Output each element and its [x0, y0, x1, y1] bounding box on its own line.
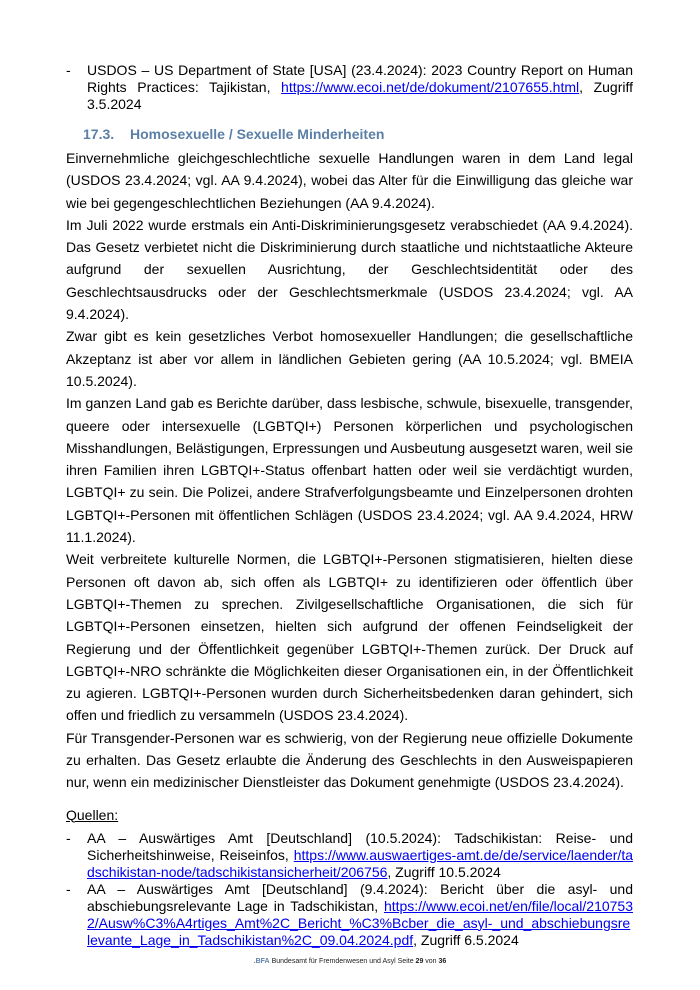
source-item: [66, 62, 633, 113]
sources-list: [66, 830, 633, 949]
page-footer: [0, 949, 700, 987]
footer-of: von: [423, 957, 439, 965]
document-page: [66, 0, 633, 949]
section-title: Homosexuelle / Sexuelle Minderheiten: [130, 126, 385, 142]
paragraph: Weit verbreitete kulturelle Normen, die LGBTQI+-Personen stigmatisieren, hielten diese Personen oft davon ab, sich offen als LGBTQI+ zu identifizieren oder öffentlich über LGBTQI+-Themen zu sprechen. Zivilgesellschaftliche Organisationen, die sich für LGBTQI+-Personen einsetzen, hielten sich aufgrund der offenen Feindseligkeit der Regierung und der Öffentlichkeit gegenüber LGBTQI+-Themen zurück. Der Druck auf LGBTQI+-NRO schränkte die Möglichkeiten dieser Organisationen ein, in der Öffentlichkeit zu agieren. LGBTQI+-Personen wurden durch Sicherheitsbedenken daran gehindert, sich offen und friedlich zu versammeln (USDOS 23.4.2024).: [66, 551, 633, 724]
page-total: 36: [438, 957, 447, 965]
source-link[interactable]: https://www.ecoi.net/en/file/local/2107532/Ausw%C3%A4rtiges_Amt%2C_Bericht_%C3%Bcber_die_asyl-_und_abschiebungsrelevante_Lage_in_Tadschikistan%2C_09.04.2024.pdf: [87, 897, 633, 948]
paragraph: Im ganzen Land gab es Berichte darüber, dass lesbische, schwule, bisexuelle, transgender, queere oder intersexuelle (LGBTQI+) Personen körperlichen und psychologischen Misshandlungen, Belästigungen, Erpressungen und Ausbeutung ausgesetzt waren, weil sie ihren Familien ihren LGBTQI+-Status offenbart hatten oder weil sie verdächtigt wurden, LGBTQI+ zu sein. Die Polizei, andere Strafverfolgungsbeamte und Einzelpersonen drohten LGBTQI+-Personen mit öffentlichen Schlägen (USDOS 23.4.2024; vgl. AA 9.4.2024, HRW 11.1.2024).: [66, 395, 633, 546]
paragraph: Im Juli 2022 wurde erstmals ein Anti-Diskriminierungsgesetz verabschiedet (AA 9.4.2024). Das Gesetz verbietet nicht die Diskriminierung durch staatliche und nichtstaatliche Akteure aufgrund der sexuellen Ausrichtung, der Geschlechtsidentität oder des Geschlechtsausdrucks oder der Geschlechtsmerkmale (USDOS 23.4.2024; vgl. AA 9.4.2024).: [66, 216, 633, 323]
source-text: AA – Auswärtiges Amt [Deutschland] (10.5.2024): Tadschikistan: Reise- und Sicherheitshinweise, Reiseinfos,: [87, 829, 633, 863]
source-item: [66, 830, 633, 881]
footer-text: Bundesamt für Fremdenwesen und Asyl Seite: [271, 957, 416, 965]
source-link[interactable]: https://www.ecoi.net/de/dokument/2107655.html: [281, 79, 580, 95]
list-dash: -: [66, 62, 71, 78]
section-heading: [83, 123, 633, 145]
source-suffix: , Zugriff 3.5.2024: [87, 79, 633, 112]
section-number: 17.3.: [83, 126, 115, 142]
paragraph: Zwar gibt es kein gesetzliches Verbot homosexueller Handlungen; die gesellschaftliche Akzeptanz ist aber vor allem in ländlichen Gebieten gering (AA 10.5.2024; vgl. BMEIA 10.5.2024).: [66, 328, 633, 389]
source-suffix: , Zugriff 10.5.2024: [387, 863, 501, 880]
source-text: USDOS – US Department of State [USA] (23.4.2024): 2023 Country Report on Human Rights Practices: Tajikistan,: [87, 62, 633, 95]
source-item: [66, 881, 633, 949]
source-text: AA – Auswärtiges Amt [Deutschland] (9.4.2024): Bericht über die asyl- und abschiebungsrelevante Lage in Tadschikistan,: [87, 880, 633, 914]
page-number: 29: [415, 957, 424, 965]
sources-heading: Quellen:: [66, 806, 119, 823]
source-suffix: , Zugriff 6.5.2024: [413, 931, 519, 948]
paragraph: Einvernehmliche gleichgeschlechtliche sexuelle Handlungen waren in dem Land legal (USDOS 23.4.2024; vgl. AA 9.4.2024), wobei das Alter für die Einwilligung das gleiche war wie bei gegengeschlechtlichen Beziehungen (AA 9.4.2024).: [66, 150, 633, 211]
list-dash: -: [66, 880, 71, 897]
paragraph: Für Transgender-Personen war es schwierig, von der Regierung neue offizielle Dokumente zu erhalten. Das Gesetz erlaubte die Änderung des Geschlechts in den Ausweispapieren nur, wenn ein medizinischer Dienstleister das Dokument genehmigte (USDOS 23.4.2024).: [66, 729, 633, 791]
list-dash: -: [66, 829, 71, 846]
source-link[interactable]: https://www.auswaertiges-amt.de/de/service/laender/tadschikistan-node/tadschikistansicherheit/206756: [87, 846, 633, 880]
bfa-logo: .BFA: [253, 957, 270, 965]
